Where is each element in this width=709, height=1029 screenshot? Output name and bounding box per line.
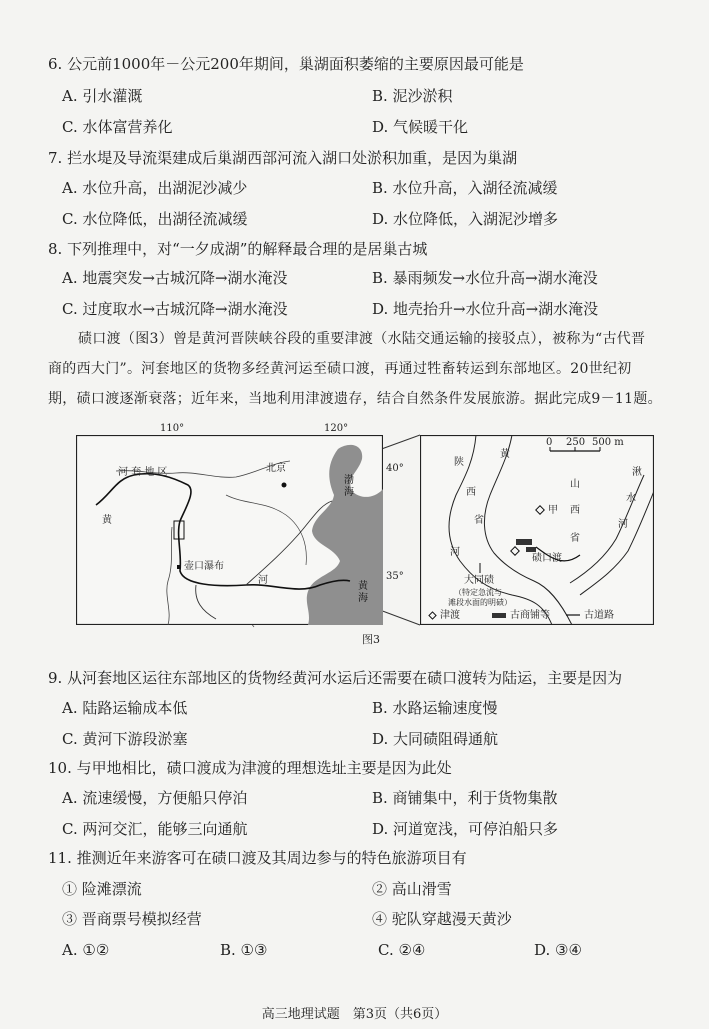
q6-option-d[interactable]: D. 气候暖干化 [372, 118, 469, 136]
lat-35-label: 35° [386, 571, 404, 582]
qiushui-label-2: 水 [626, 493, 636, 504]
bohai-label: 渤 海 [344, 475, 354, 498]
q11-item-2: ② 高山滑雪 [372, 880, 452, 898]
q9-option-c[interactable]: C. 黄河下游段淤塞 [62, 730, 188, 748]
q11-stem: 11. 推测近年来游客可在碛口渡及其周边参与的特色旅游项目有 [48, 849, 467, 867]
q11-option-b[interactable]: B. ①③ [220, 941, 268, 959]
passage-line-2: 商的西大门”。河套地区的货物多经黄河运至碛口渡，再通过牲畜转运到东部地区。20世纪初 [48, 361, 632, 377]
q8-option-d[interactable]: D. 地壳抬升→水位升高→湖水淹没 [372, 300, 599, 318]
q11-option-d[interactable]: D. ③④ [534, 941, 582, 959]
shaanxi-label-1: 陕 [454, 457, 464, 468]
q6-stem: 6. 公元前1000年－公元200年期间，巢湖面积萎缩的主要原因最可能是 [48, 55, 524, 73]
q9-stem: 9. 从河套地区运往东部地区的货物经黄河水运后还需要在碛口渡转为陆运，主要是因为 [48, 669, 623, 687]
lon-110-label: 110° [160, 423, 185, 434]
passage-line-3: 期，碛口渡逐渐衰落；近年来，当地利用津渡遗存，结合自然条件发展旅游。据此完成9－11题。 [48, 391, 662, 407]
q7-option-a[interactable]: A. 水位升高，出湖泥沙减少 [62, 179, 248, 197]
q9-option-b[interactable]: B. 水路运输速度慢 [372, 699, 498, 717]
shaanxi-label-3: 省 [474, 515, 484, 526]
legend-road: 古道路 [584, 610, 614, 621]
q7-stem: 7. 拦水堤及导流渠建成后巢湖西部河流入湖口处淤积加重，是因为巢湖 [48, 149, 518, 167]
legend-jindu: 津渡 [440, 610, 460, 621]
q11-option-c[interactable]: C. ②④ [378, 941, 426, 959]
q8-option-b[interactable]: B. 暴雨频发→水位升高→湖水淹没 [372, 269, 598, 287]
q11-item-3: ③ 晋商票号模拟经营 [62, 910, 202, 928]
shaanxi-label-2: 西 [466, 487, 476, 498]
q8-option-a[interactable]: A. 地震突发→古城沉降→湖水淹没 [62, 269, 288, 287]
q10-option-b[interactable]: B. 商铺集中，利于货物集散 [372, 789, 558, 807]
shanxi-label-2: 西 [570, 505, 580, 516]
q8-stem: 8. 下列推理中，对“一夕成湖”的解释最合理的是居巢古城 [48, 240, 428, 258]
yellow-river-inset-1: 黄 [500, 449, 510, 460]
datong-note-1: （特定急流与 [454, 588, 502, 597]
lat-40-label: 40° [386, 463, 404, 474]
yellow-river-label-1: 黄 [102, 515, 112, 526]
passage-line-1: 碛口渡（图3）曾是黄河晋陕峡谷段的重要津渡（水陆交通运输的接驳点），被称为“古代晋 [78, 331, 646, 347]
q10-option-c[interactable]: C. 两河交汇，能够三向通航 [62, 820, 248, 838]
q7-option-d[interactable]: D. 水位降低，入湖泥沙增多 [372, 210, 559, 228]
q10-option-d[interactable]: D. 河道宽浅，可停泊船只多 [372, 820, 559, 838]
shanxi-label-1: 山 [570, 479, 580, 490]
legend-shops: 古商铺等 [510, 610, 550, 621]
q8-option-c[interactable]: C. 过度取水→古城沉降→湖水淹没 [62, 300, 288, 318]
figure-caption: 图3 [362, 633, 380, 646]
q7-option-b[interactable]: B. 水位升高，入湖径流减缓 [372, 179, 558, 197]
shanxi-label-3: 省 [570, 533, 580, 544]
q11-option-a[interactable]: A. ①② [62, 941, 110, 959]
q11-item-1: ① 险滩漂流 [62, 880, 142, 898]
hetao-label: 河 套 地 区 [118, 467, 168, 478]
page-footer: 高三地理试题 第3页（共6页） [261, 1007, 448, 1022]
beijing-label: 北京 [266, 463, 286, 474]
overview-map [76, 423, 404, 625]
q11-item-4: ④ 驼队穿越漫天黄沙 [372, 910, 512, 928]
q6-option-a[interactable]: A. 引水灌溉 [62, 87, 143, 105]
scale-0: 0 [546, 437, 553, 448]
datong-label: 大同碛 [464, 575, 494, 586]
reading-passage [48, 324, 668, 414]
jia-label: 甲 [548, 505, 558, 516]
q10-stem: 10. 与甲地相比，碛口渡成为津渡的理想选址主要是因为此处 [48, 759, 452, 777]
q6-option-b[interactable]: B. 泥沙淤积 [372, 87, 453, 105]
scale-500m: 500 m [592, 437, 624, 448]
lon-120-label: 120° [324, 423, 349, 434]
scale-250: 250 [566, 437, 586, 448]
huanghai-label: 黄 海 [358, 581, 368, 604]
qikoudu-label: 碛口渡 [532, 553, 562, 564]
q10-option-a[interactable]: A. 流速缓慢，方便船只停泊 [62, 789, 248, 807]
qikou-inset-map [420, 435, 654, 625]
q9-option-d[interactable]: D. 大同碛阻碍通航 [372, 730, 499, 748]
yellow-river-label-2: 河 [258, 575, 268, 586]
q9-option-a[interactable]: A. 陆路运输成本低 [62, 699, 188, 717]
hukou-falls-label: 壶口瀑布 [184, 561, 224, 572]
figure-3 [76, 423, 654, 646]
yellow-river-inset-2: 河 [450, 547, 460, 558]
qiushui-label-1: 湫 [632, 467, 642, 478]
datong-note-2: 滩段水面的明碛） [448, 598, 512, 607]
q7-option-c[interactable]: C. 水位降低，出湖径流减缓 [62, 210, 248, 228]
q6-option-c[interactable]: C. 水体富营养化 [62, 118, 173, 136]
qiushui-label-3: 河 [618, 519, 628, 530]
